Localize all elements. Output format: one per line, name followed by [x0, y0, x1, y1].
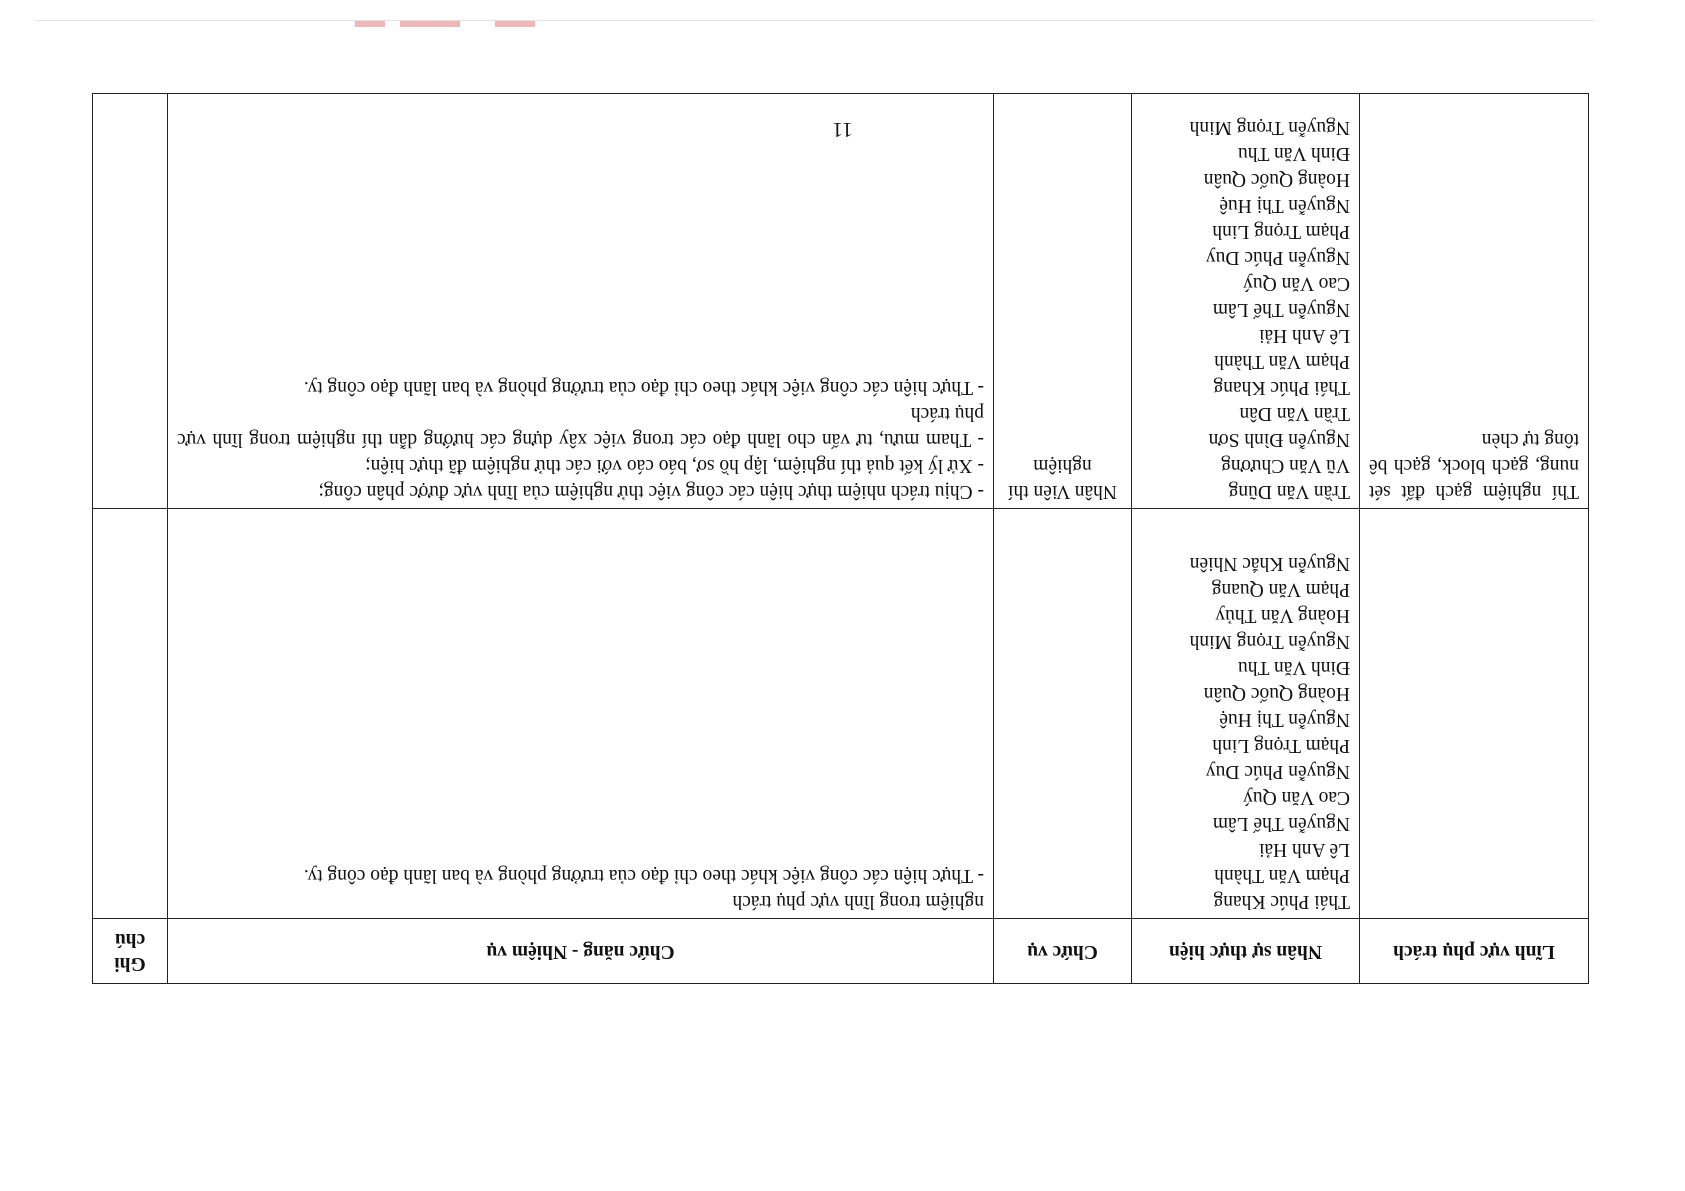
cell-field: [1360, 509, 1589, 919]
cell-note: [93, 509, 168, 919]
cell-position: [994, 509, 1132, 919]
staff-name: Nguyễn Phúc Duy: [1205, 247, 1350, 268]
staff-name: Nguyễn Thế Lâm: [1212, 299, 1350, 320]
staff-name: Phạm Trọng Linh: [1212, 221, 1350, 242]
staff-name: Phạm Văn Thành: [1214, 865, 1350, 886]
duty-item: - Chịu trách nhiệm thực hiện các công việc thử nghiệm của lĩnh vực được phân công;: [318, 481, 984, 502]
header-field: Lĩnh vực phụ trách: [1360, 919, 1589, 984]
staff-name: Phạm Văn Thành: [1214, 351, 1350, 372]
red-stamp-trace: [495, 21, 535, 27]
staff-name: Thái Phúc Khang: [1213, 377, 1350, 398]
cell-duties: [168, 94, 994, 509]
cell-position: Nhân Viên thí nghiệm: [994, 94, 1132, 509]
duty-item: nghiệm trong lĩnh vực phụ trách: [732, 891, 984, 912]
staff-name: Cao Văn Quý: [1243, 787, 1350, 808]
red-stamp-trace: [355, 21, 385, 27]
header-line: [35, 20, 1595, 21]
header-staff: Nhân sự thực hiện: [1132, 919, 1360, 984]
cell-field: Thí nghiệm gạch đất sét nung, gạch block, gạch bê tông tự chèn: [1360, 94, 1589, 509]
staff-name: Nguyễn Trọng Minh: [1189, 631, 1350, 652]
page-number: 11: [832, 118, 853, 142]
duty-item: - Xử lý kết quả thí nghiệm, lập hồ sơ, báo cáo với các thử nghiệm đã thực hiện;: [365, 455, 984, 476]
staff-name: Nguyễn Thế Lâm: [1212, 813, 1350, 834]
cell-note: [93, 94, 168, 509]
staff-name: Phạm Văn Quang: [1211, 579, 1350, 600]
staff-name: Trần Văn Dân: [1239, 403, 1350, 424]
staff-name: Lê Anh Hải: [1259, 325, 1350, 346]
table-row: [93, 94, 1589, 509]
table-header-row: [93, 919, 1589, 984]
cell-duties: [168, 509, 994, 919]
cell-staff: [1132, 509, 1360, 919]
header-position: Chức vụ: [994, 919, 1132, 984]
staff-name: Đinh Văn Thu: [1238, 143, 1350, 164]
scan-header-rule: [0, 17, 1685, 23]
staff-name: Phạm Trọng Linh: [1212, 735, 1350, 756]
duty-item: - Tham mưu, tư vấn cho lãnh đạo các trong việc xây dựng các hướng dẫn thí nghiệm trong lĩnh vực phụ trách: [177, 403, 984, 450]
staff-name: Nguyễn Thị Huệ: [1219, 709, 1350, 730]
staff-name: Trần Văn Dũng: [1228, 481, 1350, 502]
staff-name: Nguyễn Trọng Minh: [1189, 117, 1350, 138]
red-stamp-trace: [400, 21, 460, 27]
staff-name: Hoàng Quốc Quân: [1203, 683, 1350, 704]
personnel-duty-table: [92, 93, 1589, 984]
staff-name: Vũ Văn Chương: [1221, 455, 1350, 476]
header-duties: Chức năng - Nhiệm vụ: [168, 919, 994, 984]
staff-name: Lê Anh Hải: [1259, 839, 1350, 860]
staff-name: Nguyễn Khắc Nhiên: [1189, 553, 1350, 574]
header-note: Ghi chú: [93, 919, 168, 984]
staff-name: Nguyễn Phúc Duy: [1205, 761, 1350, 782]
table-row: [93, 509, 1589, 919]
staff-name: Hoàng Văn Thủy: [1215, 605, 1350, 626]
cell-staff: [1132, 94, 1360, 509]
staff-name: Đinh Văn Thu: [1238, 657, 1350, 678]
staff-name: Cao Văn Quý: [1243, 273, 1350, 294]
staff-name: Thái Phúc Khang: [1213, 891, 1350, 912]
duty-item: - Thực hiện các công việc khác theo chỉ đạo của trưởng phòng và ban lãnh đạo công ty.: [303, 377, 984, 398]
staff-name: Hoàng Quốc Quân: [1203, 169, 1350, 190]
staff-name: Nguyễn Thị Huệ: [1219, 195, 1350, 216]
duty-item: - Thực hiện các công việc khác theo chỉ đạo của trưởng phòng và ban lãnh đạo công ty.: [303, 865, 984, 886]
staff-name: Nguyễn Đình Sơn: [1208, 429, 1350, 450]
